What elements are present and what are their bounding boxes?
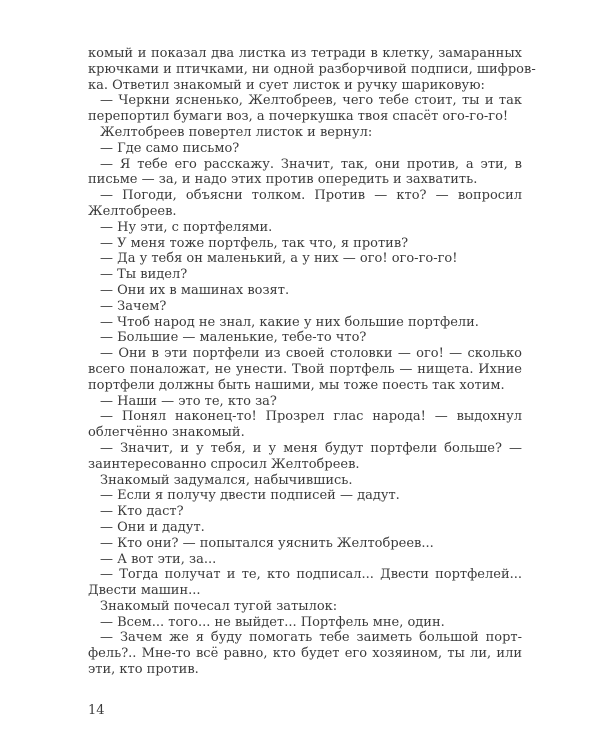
text-line: — Да у тебя он маленький, а у них — ого! ого-го-го! xyxy=(100,251,458,267)
text-line: — Они их в машинах возят. xyxy=(100,282,290,298)
page-number: 14 xyxy=(88,703,105,718)
text-line: эти, кто против. xyxy=(88,662,199,678)
text-line: — Где само письмо? xyxy=(100,140,240,156)
text-line: — Наши — это те, кто за? xyxy=(100,393,277,409)
text-line: — Чтоб народ не знал, какие у них большие портфели. xyxy=(100,314,479,330)
text-line: перепортил бумаги воз, а почеркушка твоя спасёт ого-го-го! xyxy=(88,109,509,125)
page-text xyxy=(88,46,536,678)
text-line: заинтересованно спросил Желтобреев. xyxy=(88,456,360,472)
text-line: Знакомый задумался, набычившись. xyxy=(100,472,353,488)
text-line: — Зачем? xyxy=(100,298,167,314)
text-line: — Они в эти портфели из своей столовки — ого! — сколько xyxy=(100,346,522,362)
text-line: — Понял наконец-то! Прозрел глас народа! — выдохнул xyxy=(100,409,522,425)
text-line: — Большие — маленькие, тебе-то что? xyxy=(100,330,367,346)
text-line: Желтобреев повертел листок и вернул: xyxy=(100,124,373,140)
text-line: Желтобреев. xyxy=(88,203,177,219)
text-line: — Они и дадут. xyxy=(100,519,205,535)
text-line: письме — за, и надо этих против опередить и захватить. xyxy=(88,172,478,188)
text-line: — Кто они? — попытался уяснить Желтобреев... xyxy=(100,535,434,551)
text-line: комый и показал два листка из тетради в клетку, замаранных xyxy=(88,46,522,61)
text-line: — Черкни ясненько, Желтобреев, чего тебе стоит, ты и так xyxy=(100,93,522,109)
text-line: — Всем... того... не выйдет... Портфель мне, один. xyxy=(100,614,445,630)
text-line: всего поналожат, не унести. Твой портфель — нищета. Ихние xyxy=(88,361,522,377)
text-line: Двести машин... xyxy=(88,583,201,599)
text-line: — А вот эти, за... xyxy=(100,551,217,567)
text-line: — Если я получу двести подписей — дадут. xyxy=(100,488,400,504)
text-line: — Погоди, объясни толком. Против — кто? — вопросил xyxy=(100,188,522,204)
text-line: — Ты видел? xyxy=(100,267,188,283)
text-line: — Ну эти, с портфелями. xyxy=(100,219,273,235)
text-line: облегчённо знакомый. xyxy=(88,425,245,441)
text-line: — Зачем же я буду помогать тебе заиметь большой порт- xyxy=(100,630,522,646)
text-line: — Я тебе его расскажу. Значит, так, они против, а эти, в xyxy=(100,156,522,172)
text-line: Знакомый почесал тугой затылок: xyxy=(100,598,338,614)
text-line: — Значит, и у тебя, и у меня будут портфели больше? — xyxy=(100,440,522,456)
text-line: — Кто даст? xyxy=(100,504,184,520)
text-line: — Тогда получат и те, кто подписал... Двести портфелей... xyxy=(100,567,522,583)
text-line: — У меня тоже портфель, так что, я против? xyxy=(100,235,409,251)
text-line: ка. Ответил знакомый и сует листок и ручку шариковую: xyxy=(88,77,485,93)
text-line: портфели должны быть нашими, мы тоже поесть так хотим. xyxy=(88,377,505,393)
text-line: крючками и птичками, ни одной разборчивой подписи, шифров- xyxy=(88,61,536,77)
text-line: фель?.. Мне-то всё равно, кто будет его хозяином, ты ли, или xyxy=(88,646,522,662)
